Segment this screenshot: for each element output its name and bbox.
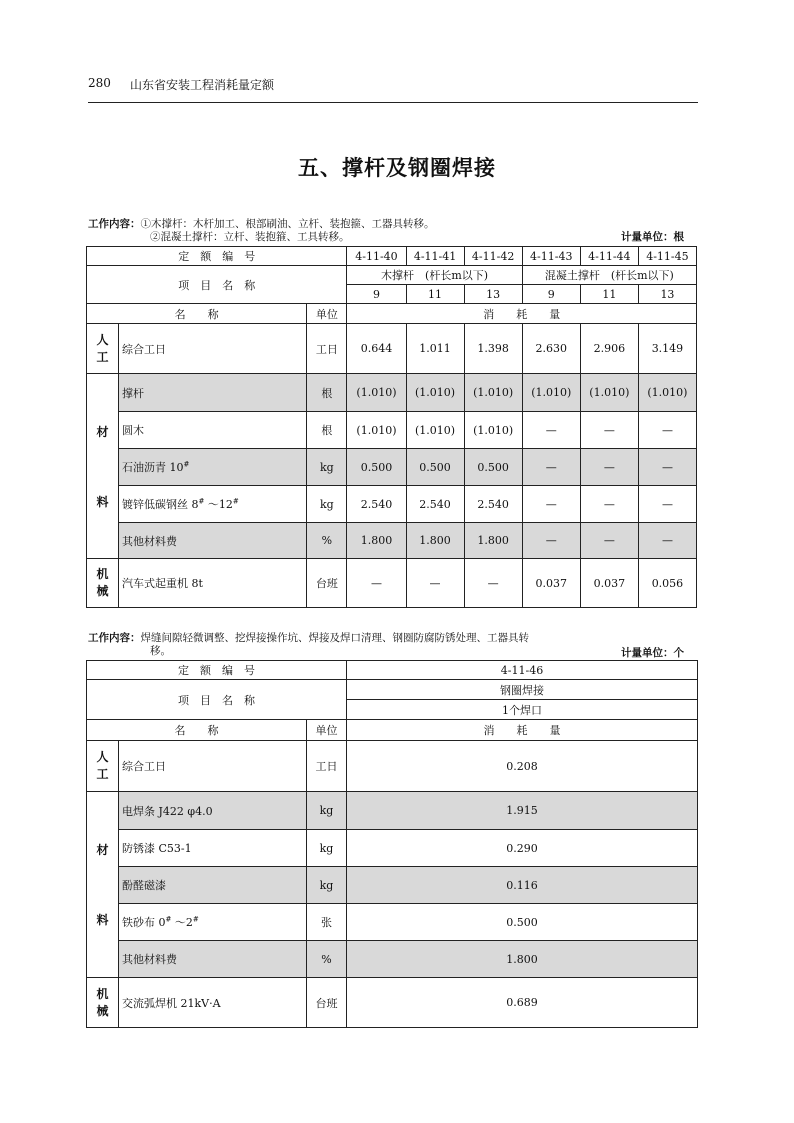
labor-value: 2.630 [522, 324, 580, 374]
material-name-mid: ～12 [204, 498, 233, 511]
material-unit: kg [307, 792, 347, 830]
machine-value: 0.037 [580, 559, 638, 608]
work-content-1 [88, 218, 698, 244]
material-value: — [580, 449, 638, 486]
material-value: (1.010) [638, 374, 696, 412]
category-machine [87, 978, 119, 1028]
material-value: — [522, 412, 580, 449]
labor-value: 1.011 [406, 324, 464, 374]
material-value: 2.540 [406, 486, 464, 523]
material-name: 酚醛磁漆 [119, 867, 307, 904]
material-unit: kg [307, 867, 347, 904]
material-value: — [522, 523, 580, 559]
material-unit: kg [307, 830, 347, 867]
work-content-line: ①木撑杆：木杆加工、根部刷油、立杆、装抱箍、工器具转移。 [140, 218, 435, 230]
quota-code: 4-11-45 [638, 247, 696, 266]
category-char: 机 [96, 567, 109, 581]
machine-value: 0.056 [638, 559, 696, 608]
quota-table-1 [86, 246, 697, 608]
quota-code: 4-11-43 [522, 247, 580, 266]
material-unit: kg [307, 486, 347, 523]
material-value: (1.010) [464, 412, 522, 449]
material-value: 0.500 [347, 904, 698, 941]
category-material [87, 374, 119, 559]
item-sub: 1个焊口 [347, 700, 698, 720]
category-labor [87, 741, 119, 792]
item-label: 项 目 名 称 [87, 680, 347, 720]
item-title: 钢圈焊接 [347, 680, 698, 700]
category-char: 械 [96, 584, 109, 598]
material-value: 0.500 [347, 449, 406, 486]
material-value: (1.010) [580, 374, 638, 412]
material-name: 防锈漆 C53-1 [119, 830, 307, 867]
category-char: 工 [96, 349, 109, 364]
material-value: (1.010) [522, 374, 580, 412]
material-value: (1.010) [347, 374, 406, 412]
category-char: 材 [96, 424, 109, 439]
material-value: (1.010) [406, 374, 464, 412]
material-name: 其他材料费 [119, 941, 307, 978]
quota-code: 4-11-42 [464, 247, 522, 266]
material-value: 0.116 [347, 867, 698, 904]
material-value: — [638, 523, 696, 559]
length-value: 13 [638, 285, 696, 304]
material-name-sup: # [192, 915, 199, 924]
material-value: 2.540 [464, 486, 522, 523]
work-content-line: ②混凝土撑杆：立杆、装抱箍、工具转移。 [150, 231, 350, 243]
material-value: 0.500 [406, 449, 464, 486]
material-value: 2.540 [347, 486, 406, 523]
material-value: 1.800 [464, 523, 522, 559]
category-char: 材 [96, 843, 109, 857]
category-char: 机 [96, 986, 109, 1001]
material-value: 0.290 [347, 830, 698, 867]
category-machine [87, 559, 119, 608]
material-value: — [580, 523, 638, 559]
material-unit: % [307, 941, 347, 978]
work-content-2 [88, 632, 698, 658]
machine-unit: 台班 [307, 559, 347, 608]
material-value: (1.010) [464, 374, 522, 412]
labor-unit: 工日 [307, 741, 347, 792]
machine-value: — [464, 559, 522, 608]
material-value: (1.010) [406, 412, 464, 449]
material-name [119, 449, 307, 486]
material-value: — [522, 449, 580, 486]
work-content-line: 移。 [150, 645, 171, 657]
consumption-header: 消 耗 量 [347, 304, 697, 324]
material-value: — [638, 412, 696, 449]
material-name: 电焊条 J422 φ4.0 [119, 792, 307, 830]
material-name-main: 石油沥青 10 [122, 461, 184, 474]
machine-unit: 台班 [307, 978, 347, 1028]
category-labor [87, 324, 119, 374]
quota-code: 4-11-44 [580, 247, 638, 266]
material-unit: % [307, 523, 347, 559]
material-value: (1.010) [347, 412, 406, 449]
category-material [87, 792, 119, 978]
name-header: 名 称 [87, 304, 307, 324]
material-name-sup: # [232, 497, 239, 506]
quota-label: 定 额 编 号 [87, 661, 347, 680]
group-header: 木撑杆 (杆长m以下) [347, 266, 522, 285]
consumption-header: 消 耗 量 [347, 720, 698, 741]
length-value: 9 [347, 285, 406, 304]
book-title: 山东省安装工程消耗量定额 [130, 78, 275, 92]
category-char: 工 [96, 767, 109, 781]
work-content-label: 工作内容： [88, 632, 141, 644]
section-title: 五、撑杆及钢圈焊接 [298, 155, 496, 180]
quota-code: 4-11-46 [347, 661, 698, 680]
material-name: 撑杆 [119, 374, 307, 412]
machine-value: 0.037 [522, 559, 580, 608]
length-value: 11 [406, 285, 464, 304]
labor-value: 0.208 [347, 741, 698, 792]
material-value: — [638, 486, 696, 523]
material-name-mid: ～2 [171, 916, 193, 929]
page-header [88, 74, 698, 103]
length-value: 11 [580, 285, 638, 304]
quota-code: 4-11-40 [347, 247, 406, 266]
name-header: 名 称 [87, 720, 307, 741]
material-value: 1.800 [347, 523, 406, 559]
length-value: 9 [522, 285, 580, 304]
material-name: 其他材料费 [119, 523, 307, 559]
material-unit: 根 [307, 412, 347, 449]
category-char: 人 [96, 332, 109, 347]
length-value: 13 [464, 285, 522, 304]
item-label: 项 目 名 称 [87, 266, 347, 304]
material-name-main: 铁砂布 0 [122, 916, 166, 929]
labor-value: 0.644 [347, 324, 406, 374]
category-char: 料 [96, 913, 109, 927]
material-name [119, 486, 307, 523]
material-value: — [522, 486, 580, 523]
labor-value: 2.906 [580, 324, 638, 374]
material-value: 1.800 [406, 523, 464, 559]
category-char: 料 [96, 494, 109, 509]
material-name-sup: # [183, 460, 190, 469]
work-content-line: 焊缝间隙轻微调整、挖焊接操作坑、焊接及焊口清理、钢圈防腐防锈处理、工器具转 [140, 632, 529, 644]
quota-label: 定 额 编 号 [87, 247, 347, 266]
category-char: 械 [96, 1003, 109, 1018]
material-name-sup: # [198, 497, 205, 506]
material-name [119, 904, 307, 941]
material-value: — [638, 449, 696, 486]
material-unit: 张 [307, 904, 347, 941]
group-header: 混凝土撑杆 (杆长m以下) [522, 266, 696, 285]
labor-value: 3.149 [638, 324, 696, 374]
category-char: 人 [96, 750, 109, 764]
material-value: — [580, 412, 638, 449]
machine-value: 0.689 [347, 978, 698, 1028]
material-name: 圆木 [119, 412, 307, 449]
machine-value: — [406, 559, 464, 608]
machine-value: — [347, 559, 406, 608]
material-name-sup: # [165, 915, 172, 924]
material-unit: kg [307, 449, 347, 486]
material-unit: 根 [307, 374, 347, 412]
machine-name: 交流弧焊机 21kV·A [119, 978, 307, 1028]
material-value: 1.800 [347, 941, 698, 978]
unit-header: 单位 [307, 720, 347, 741]
labor-unit: 工日 [307, 324, 347, 374]
material-value: — [580, 486, 638, 523]
unit-header: 单位 [307, 304, 347, 324]
machine-name: 汽车式起重机 8t [119, 559, 307, 608]
page-number: 280 [88, 76, 111, 90]
quota-code: 4-11-41 [406, 247, 464, 266]
unit-note: 计量单位：根 [621, 231, 684, 243]
labor-value: 1.398 [464, 324, 522, 374]
material-value: 1.915 [347, 792, 698, 830]
material-value: 0.500 [464, 449, 522, 486]
work-content-label: 工作内容： [88, 218, 141, 230]
unit-note: 计量单位：个 [621, 647, 684, 659]
quota-table-2 [86, 660, 698, 1028]
labor-name: 综合工日 [119, 324, 307, 374]
material-name-main: 镀锌低碳钢丝 8 [122, 498, 199, 511]
labor-name: 综合工日 [119, 741, 307, 792]
